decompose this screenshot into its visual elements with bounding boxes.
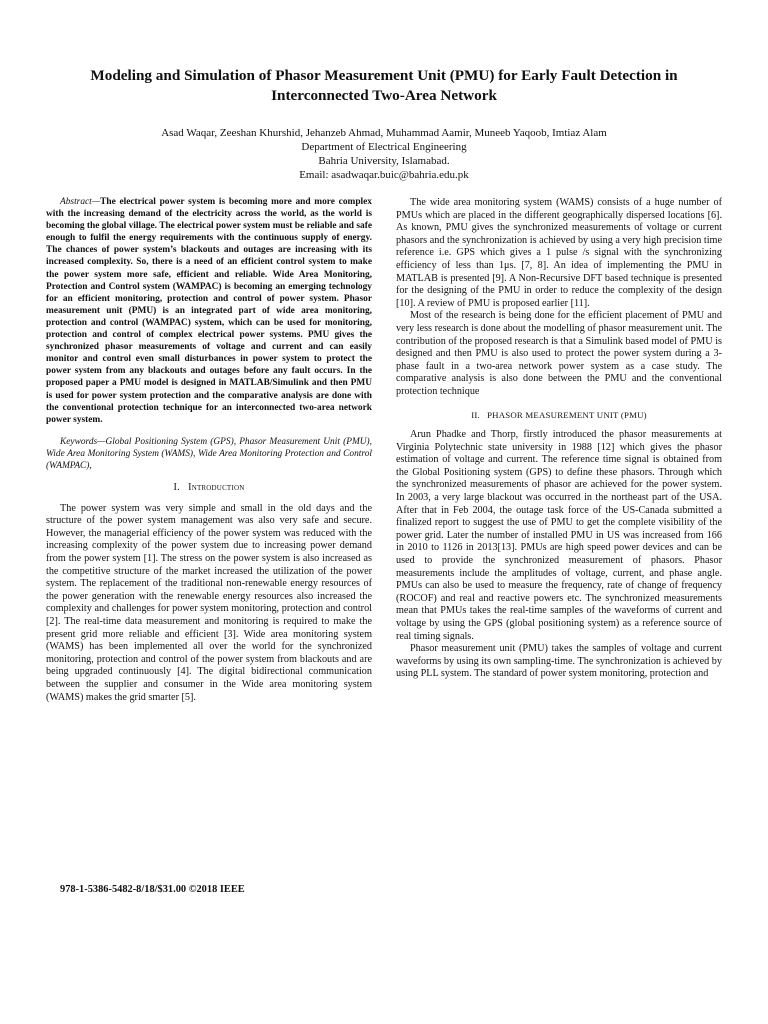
keywords: Keywords—Global Positioning System (GPS), Phasor Measurement Unit (PMU), Wide Area Monitoring System (WAMS), Wide Area Monitoring Protection and Control (WAMPAC), <box>46 436 372 471</box>
right-paragraph-2: Most of the research is being done for the efficient placement of PMU and very less research is done about the modelling of phasor measurement unit. The contribution of the proposed research is that a Simulink based model of PMU is designed and then PMU is also used to protect the power system during a 3-phase fault in a two-area network power system as a case study. The comparative analysis is also done between the PMU and the conventional protection technique <box>396 310 722 397</box>
section-2-paragraph-2: Phasor measurement unit (PMU) takes the samples of voltage and current waveforms by using its own sampling-time. The synchronization is achieved by using PLL system. The standard of power system monitoring, protection and <box>396 643 722 680</box>
section-1-heading <box>46 482 372 495</box>
right-column <box>396 197 722 681</box>
author-block <box>40 126 728 182</box>
section-2-number: II. <box>471 409 480 420</box>
section-2-heading <box>396 409 722 422</box>
author-list: Asad Waqar, Zeeshan Khurshid, Jehanzeb Ahmad, Muhammad Aamir, Muneeb Yaqoob, Imtiaz Alam <box>161 127 607 139</box>
section-1-number: I. <box>173 482 180 494</box>
department: Department of Electrical Engineering <box>301 141 467 153</box>
section-1-title: Introduction <box>188 482 245 494</box>
paper-title <box>40 66 728 106</box>
section-2-paragraph-1: Arun Phadke and Thorp, firstly introduced the phasor measurements at Virginia Polytechnic state university in 1988 [12] which gives the phasor estimation of voltage and current. The reference time signal is obtained from the Global Positioning system (GPS) to define these phasors. Through which the synchronized measurements of phasor are achieved for the power system. In 2003, a very large blackout was occurred in the northeast part of the USA. After that in Feb 2004, the outage task force of the US-Canada submitted a finalized report to suggest the use of PMU to get the complete visibility of the power grid. Later the number of installed PMU in US was increased from 166 in 2010 to 1126 in 2013[13]. PMUs are high speed power devices and can be used to provide the synchronized measurement of phasors. Phasor measurements include the amplitudes of voltage, current, and phase angle. PMUs can also be used to measure the frequency, rate of change of frequency (ROCOF) and real and reactive powers etc. The synchronized measurements mean that PMUs takes the real-time samples of the waveforms of current and voltage by using the GPS (global positioning system) as a reference source of real timing signals. <box>396 429 722 642</box>
title-line-2: Interconnected Two-Area Network <box>271 87 497 104</box>
university: Bahria University, Islamabad. <box>318 155 450 167</box>
copyright-footer: 978-1-5386-5482-8/18/$31.00 ©2018 IEEE <box>60 884 245 895</box>
section-2-title: PHASOR MEASUREMENT UNIT (PMU) <box>487 409 647 420</box>
author-email: Email: asadwaqar.buic@bahria.edu.pk <box>299 169 469 181</box>
right-paragraph-1: The wide area monitoring system (WAMS) consists of a huge number of PMUs which are placed in the different geographically dispersed locations [6]. As known, PMU gives the synchronized measurements of voltage or current phasors and the synchronization is achieved by using a very high precision time reference i.e. GPS which gives a 1 pulse /s signal with the synchronizing efficiency of less than 1μs. [7, 8]. An idea of implementing the PMU in MATLAB is presented [9]. A Non-Recursive DFT based technique is presented for the designing of the PMU in order to reduce the complexity of the design [10]. A review of PMU is proposed earlier [11]. <box>396 197 722 309</box>
abstract-lead: Abstract— <box>60 197 101 207</box>
abstract-text: The electrical power system is becoming more and more complex with the increasing demand of the electricity across the world, as the world is becoming the global village. The electrical power system must be reliable and safe enough to fulfil the energy requirements with the continuous supply of energy. The chances of power system’s blackouts and outages are increasing with its increased complexity. So, there is a need of an efficient control system to make the power system more safe, efficient and reliable. Wide Area Monitoring, Protection and Control system (WAMPAC) is becoming an emerging technology for an efficient monitoring, protection and control of power system. Phasor measurement unit (PMU) is an integrated part of wide area monitoring, protection and control (WAMPAC) system, which can be used for monitoring, protection and control of complex electrical power systems. PMU gives the synchronized phasor measurements of voltage and current and can easily monitor and control even small disturbances in power system to protect the power system from any blackouts and outages before any fault occurs. In the proposed paper a PMU model is designed in MATLAB/Simulink and then PMU is used for power system protection and the comparative analysis are done with the conventional protection technique for an interconnected two-area network power system. <box>46 197 372 425</box>
abstract <box>46 196 372 426</box>
section-1-paragraph-1: The power system was very simple and small in the old days and the structure of the power system management was also very safe and secure. However, the managerial efficiency of the power system was reduced with the increasing complexity of the power system due to increasing power demand from the power system [1]. The stress on the power system is also increased as the competitive structure of the market increased the utilization of the power system. The replacement of the traditional non-renewable energy resources of the power generation with the renewable energy resources also increased the complexity and challenges for power system monitoring, protection and control [2]. The real-time data measurement and monitoring is required to make the present grid more reliable and efficient [3]. Wide area monitoring system (WAMS) has been implemented all over the world for the synchronized monitoring, protection and control of the power system from blackouts and are being upgraded continuously [4]. The digital bidirectional communication between the supplier and consumer in the Wide area monitoring system (WAMS) makes the grid smarter [5]. <box>46 502 372 703</box>
title-line-1: Modeling and Simulation of Phasor Measurement Unit (PMU) for Early Fault Detection in <box>90 67 678 84</box>
left-column <box>46 196 372 704</box>
